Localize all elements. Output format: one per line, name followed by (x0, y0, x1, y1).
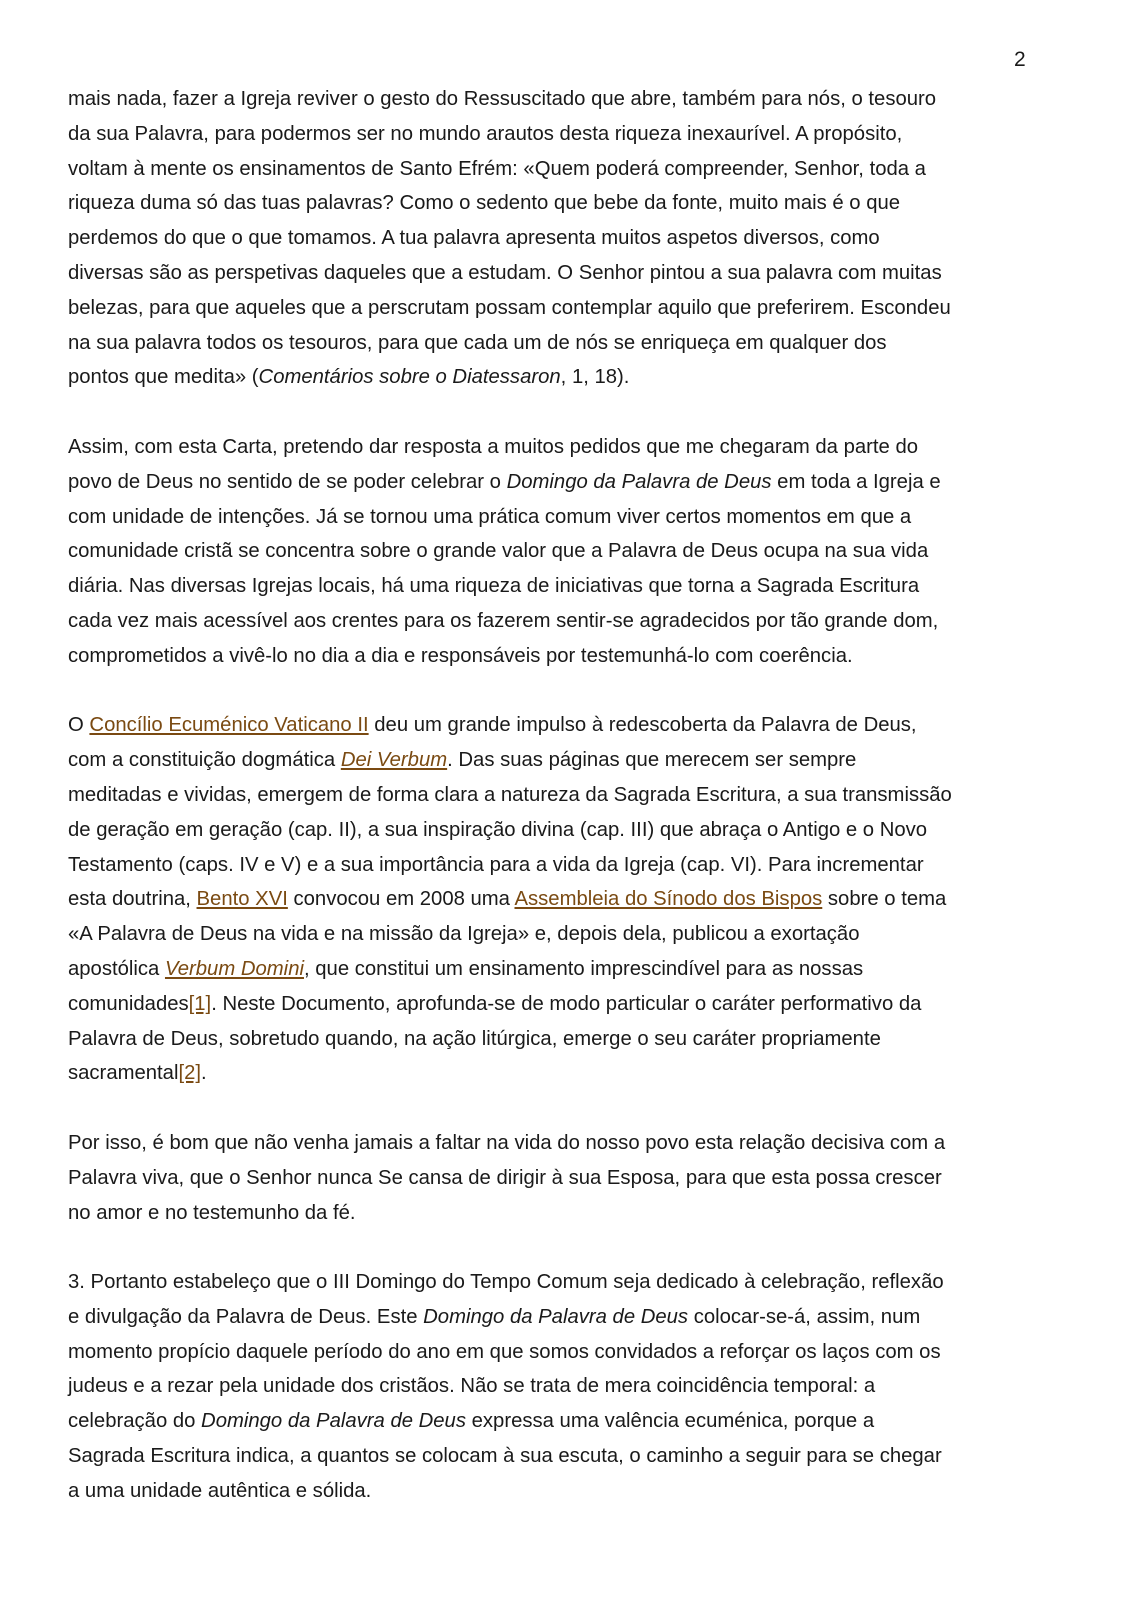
text-line (68, 465, 1068, 500)
text-segment: e divulgação da Palavra de Deus. Este (68, 1305, 424, 1328)
paragraph-4 (68, 1126, 1068, 1230)
text-line (68, 882, 1068, 917)
text-line (68, 360, 1068, 395)
text-line (68, 952, 1068, 987)
text-line (68, 708, 1068, 743)
text-segment: O (68, 714, 90, 737)
text-line: meditadas e vividas, emergem de forma clara a natureza da Sagrada Escritura, a sua transmissão (68, 783, 952, 806)
text-line: riqueza duma só das tuas palavras? Como o sedento que bebe da fonte, muito mais é o que (68, 192, 901, 215)
text-segment: . (201, 1062, 207, 1085)
text-line: de geração em geração (cap. II), a sua inspiração divina (cap. III) que abraça o Antigo e o Novo (68, 818, 928, 841)
text-segment: celebração do (68, 1410, 202, 1433)
text-segment: expressa uma valência ecuménica, porque a (465, 1410, 875, 1433)
link-label: Dei Verbum (340, 749, 448, 772)
footnote-link-2[interactable]: [2] (178, 1062, 202, 1085)
link-bento-xvi[interactable]: Bento XVI (196, 888, 288, 911)
text-line: Por isso, é bom que não venha jamais a faltar na vida do nosso povo esta relação decisiva com a (68, 1131, 946, 1154)
text-line (68, 1056, 1068, 1091)
text-segment: convocou em 2008 uma (287, 888, 515, 911)
text-line: Assim, com esta Carta, pretendo dar resposta a muitos pedidos que me chegaram da parte do (68, 435, 919, 458)
citation-title: Comentários sobre o Diatessaron (258, 366, 561, 389)
text-line: no amor e no testemunho da fé. (68, 1201, 356, 1224)
text-line (68, 987, 1068, 1022)
text-segment: apostólica (68, 957, 165, 980)
text-segment: com a constituição dogmática (68, 749, 341, 772)
text-line: diversas são as perspetivas daqueles que a estudam. O Senhor pintou a sua palavra com muitas (68, 261, 942, 284)
text-segment: deu um grande impulso à redescoberta da Palavra de Deus, (368, 714, 917, 737)
text-segment: sacramental (68, 1062, 179, 1085)
text-segment: . Das suas páginas que merecem ser sempre (447, 749, 857, 772)
paragraph-1 (68, 82, 1068, 395)
text-segment: , que constitui um ensinamento imprescindível para as nossas (303, 957, 864, 980)
paragraph-3 (68, 708, 1068, 1091)
text-line: judeus e a rezar pela unidade dos cristãos. Não se trata de mera coincidência temporal: a (68, 1375, 876, 1398)
text-line: mais nada, fazer a Igreja reviver o gesto do Ressuscitado que abre, também para nós, o tesouro (68, 88, 937, 110)
text-line: Palavra de Deus, sobretudo quando, na ação litúrgica, emerge o seu caráter propriamente (68, 1027, 881, 1050)
emphasis-text: Domingo da Palavra de Deus (201, 1410, 466, 1433)
text-line: perdemos do que o que tomamos. A tua palavra apresenta muitos aspetos diversos, como (68, 227, 880, 250)
text-line: na sua palavra todos os tesouros, para que cada um de nós se enriqueça em qualquer dos (68, 331, 887, 354)
text-line: momento propício daquele período do ano em que somos convidados a reforçar os laços com os (68, 1340, 941, 1363)
emphasis-text: Domingo da Palavra de Deus (423, 1305, 689, 1328)
text-segment: colocar-se-á, assim, num (688, 1305, 921, 1328)
text-line: cada vez mais acessível aos crentes para os fazerem sentir-se agradecidos por tão grande dom, (68, 609, 939, 632)
text-line: a uma unidade autêntica e sólida. (68, 1479, 372, 1502)
text-line: da sua Palavra, para podermos ser no mundo arautos desta riqueza inexaurível. A propósito, (68, 122, 903, 145)
text-line: Palavra viva, que o Senhor nunca Se cansa de dirigir à sua Esposa, para que esta possa crescer (68, 1166, 942, 1189)
text-segment: sobre o tema (822, 888, 947, 911)
paragraph-5 (68, 1265, 1068, 1509)
text-line: Sagrada Escritura indica, a quantos se colocam à sua escuta, o caminho a seguir para se chegar (68, 1445, 942, 1468)
link-dei-verbum[interactable] (341, 749, 447, 771)
paragraph-2 (68, 430, 1068, 674)
text-line: diária. Nas diversas Igrejas locais, há uma riqueza de iniciativas que torna a Sagrada Escritura (68, 575, 920, 598)
text-line: comunidade cristã se concentra sobre o grande valor que a Palavra de Deus ocupa na sua vida (68, 540, 929, 563)
text-line: belezas, para que aqueles que a perscrutam possam contemplar aquilo que preferirem. Escondeu (68, 296, 951, 319)
text-segment: esta doutrina, (68, 888, 197, 911)
text-line: Testamento (caps. IV e V) e a sua importância para a vida da Igreja (cap. VI). Para incrementar (68, 853, 924, 876)
text-line: voltam à mente os ensinamentos de Santo Efrém: «Quem poderá compreender, Senhor, toda a (68, 157, 926, 180)
text-segment: , 1, 18). (560, 366, 630, 389)
text-line: com unidade de intenções. Já se tornou uma prática comum viver certos momentos em que a (68, 505, 912, 528)
text-segment: pontos que medita» ( (68, 366, 259, 389)
text-segment: . Neste Documento, aprofunda-se de modo particular o caráter performativo da (211, 992, 922, 1015)
footnote-link-1[interactable]: [1] (188, 992, 212, 1015)
text-line (68, 743, 1068, 778)
text-segment: comunidades (68, 992, 189, 1015)
text-line: «A Palavra de Deus na vida e na missão da Igreja» e, depois dela, publicou a exortação (68, 923, 860, 946)
link-assembleia-sinodo[interactable]: Assembleia do Sínodo dos Bispos (514, 888, 823, 911)
text-line (68, 1404, 1068, 1439)
document-body (68, 82, 1068, 1543)
text-segment: povo de Deus no sentido de se poder celebrar o (68, 470, 507, 493)
text-line (68, 1300, 1068, 1335)
link-label: Verbum Domini (164, 957, 304, 980)
emphasis-text: Domingo da Palavra de Deus (506, 470, 772, 493)
page-number: 2 (1014, 48, 1026, 71)
link-concilio-vaticano-ii[interactable]: Concílio Ecuménico Vaticano II (89, 714, 369, 737)
link-verbum-domini[interactable] (165, 958, 304, 980)
text-line: 3. Portanto estabeleço que o III Domingo do Tempo Comum seja dedicado à celebração, reflexão (68, 1271, 944, 1294)
text-line: comprometidos a vivê-lo no dia a dia e responsáveis por testemunhá-lo com coerência. (68, 644, 853, 667)
text-segment: em toda a Igreja e (771, 470, 941, 493)
